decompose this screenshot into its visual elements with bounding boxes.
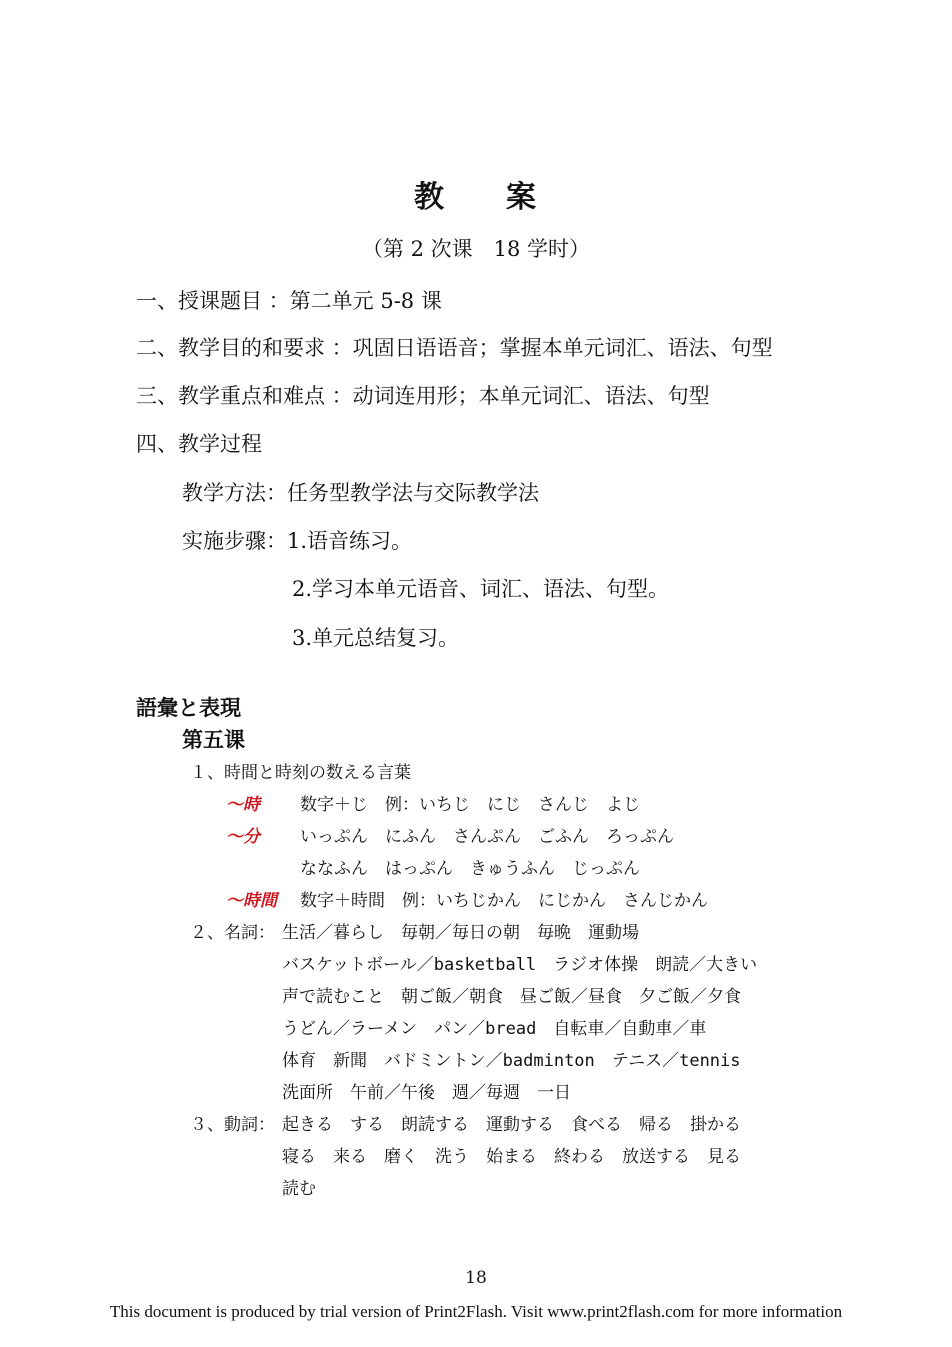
noun-line: 生活／暮らし 毎朝／毎日の朝 毎晩 運動場 (282, 923, 639, 943)
ji-text: 数字＋じ 例：いちじ にじ さんじ よじ (300, 795, 640, 815)
title-char-1: 教 (414, 180, 446, 215)
section-topic: 一、授课题目 ：第二单元 5-8 课 (136, 289, 442, 313)
verb-line: 起きる する 朗読する 運動する 食べる 帰る 掛かる (282, 1115, 741, 1135)
page-number: 18 (465, 1268, 487, 1288)
section-goals: 二、教学目的和要求 ：巩固日语语音；掌握本单元词汇、语法、句型 (136, 336, 773, 360)
ji-label: ～時 (226, 795, 260, 815)
fun-label: ～分 (226, 827, 260, 847)
verb-line: 寝る 来る 磨く 洗う 始まる 終わる 放送する 見る (282, 1147, 741, 1167)
noun-line: 体育 新聞 バドミントン／badminton テニス／tennis (282, 1051, 741, 1071)
section-process: 四、教学过程 (136, 432, 262, 456)
noun-line: バスケットボール／basketball ラジオ体操 朗読／大きい (282, 955, 758, 975)
noun-line: 声で読むこと 朝ご飯／朝食 昼ご飯／昼食 夕ご飯／夕食 (282, 987, 741, 1007)
noun-line: うどん／ラーメン パン／bread 自転車／自動車／車 (282, 1019, 707, 1039)
steps-step2: 2.学习本单元语音、词汇、语法、句型。 (292, 577, 670, 601)
fun-text-2: ななふん はっぷん きゅうふん じっぷん (300, 859, 640, 879)
steps-step3: 3.单元总结复习。 (292, 626, 460, 650)
page-subtitle: （第 2 次课 18 学时） (361, 237, 591, 261)
trial-notice: This document is produced by trial version of Print2Flash. Visit www.print2flash.com for more information (109, 1302, 843, 1321)
vocab-heading: 語彙と表現 (136, 695, 241, 720)
page-title (0, 172, 952, 216)
noun-line: 洗面所 午前／午後 週／毎週 一日 (282, 1083, 571, 1103)
item2-label: ２、名詞： (190, 923, 275, 943)
jikan-text: 数字＋時間 例：いちじかん にじかん さんじかん (300, 891, 708, 911)
lesson-title: 第五课 (182, 727, 245, 752)
item3-label: ３、動詞： (190, 1115, 275, 1135)
fun-text-1: いっぷん にふん さんぷん ごふん ろっぷん (300, 827, 674, 847)
verb-line: 読む (282, 1179, 316, 1199)
title-char-2: 案 (506, 180, 538, 215)
item1-title: １、時間と時刻の数える言葉 (190, 763, 411, 783)
teaching-method: 教学方法：任务型教学法与交际教学法 (182, 481, 539, 505)
steps-step1: 实施步骤：1.语音练习。 (182, 529, 413, 553)
jikan-label: ～時間 (226, 891, 277, 911)
section-key-points: 三、教学重点和难点 ：动词连用形；本单元词汇、语法、句型 (136, 384, 710, 408)
